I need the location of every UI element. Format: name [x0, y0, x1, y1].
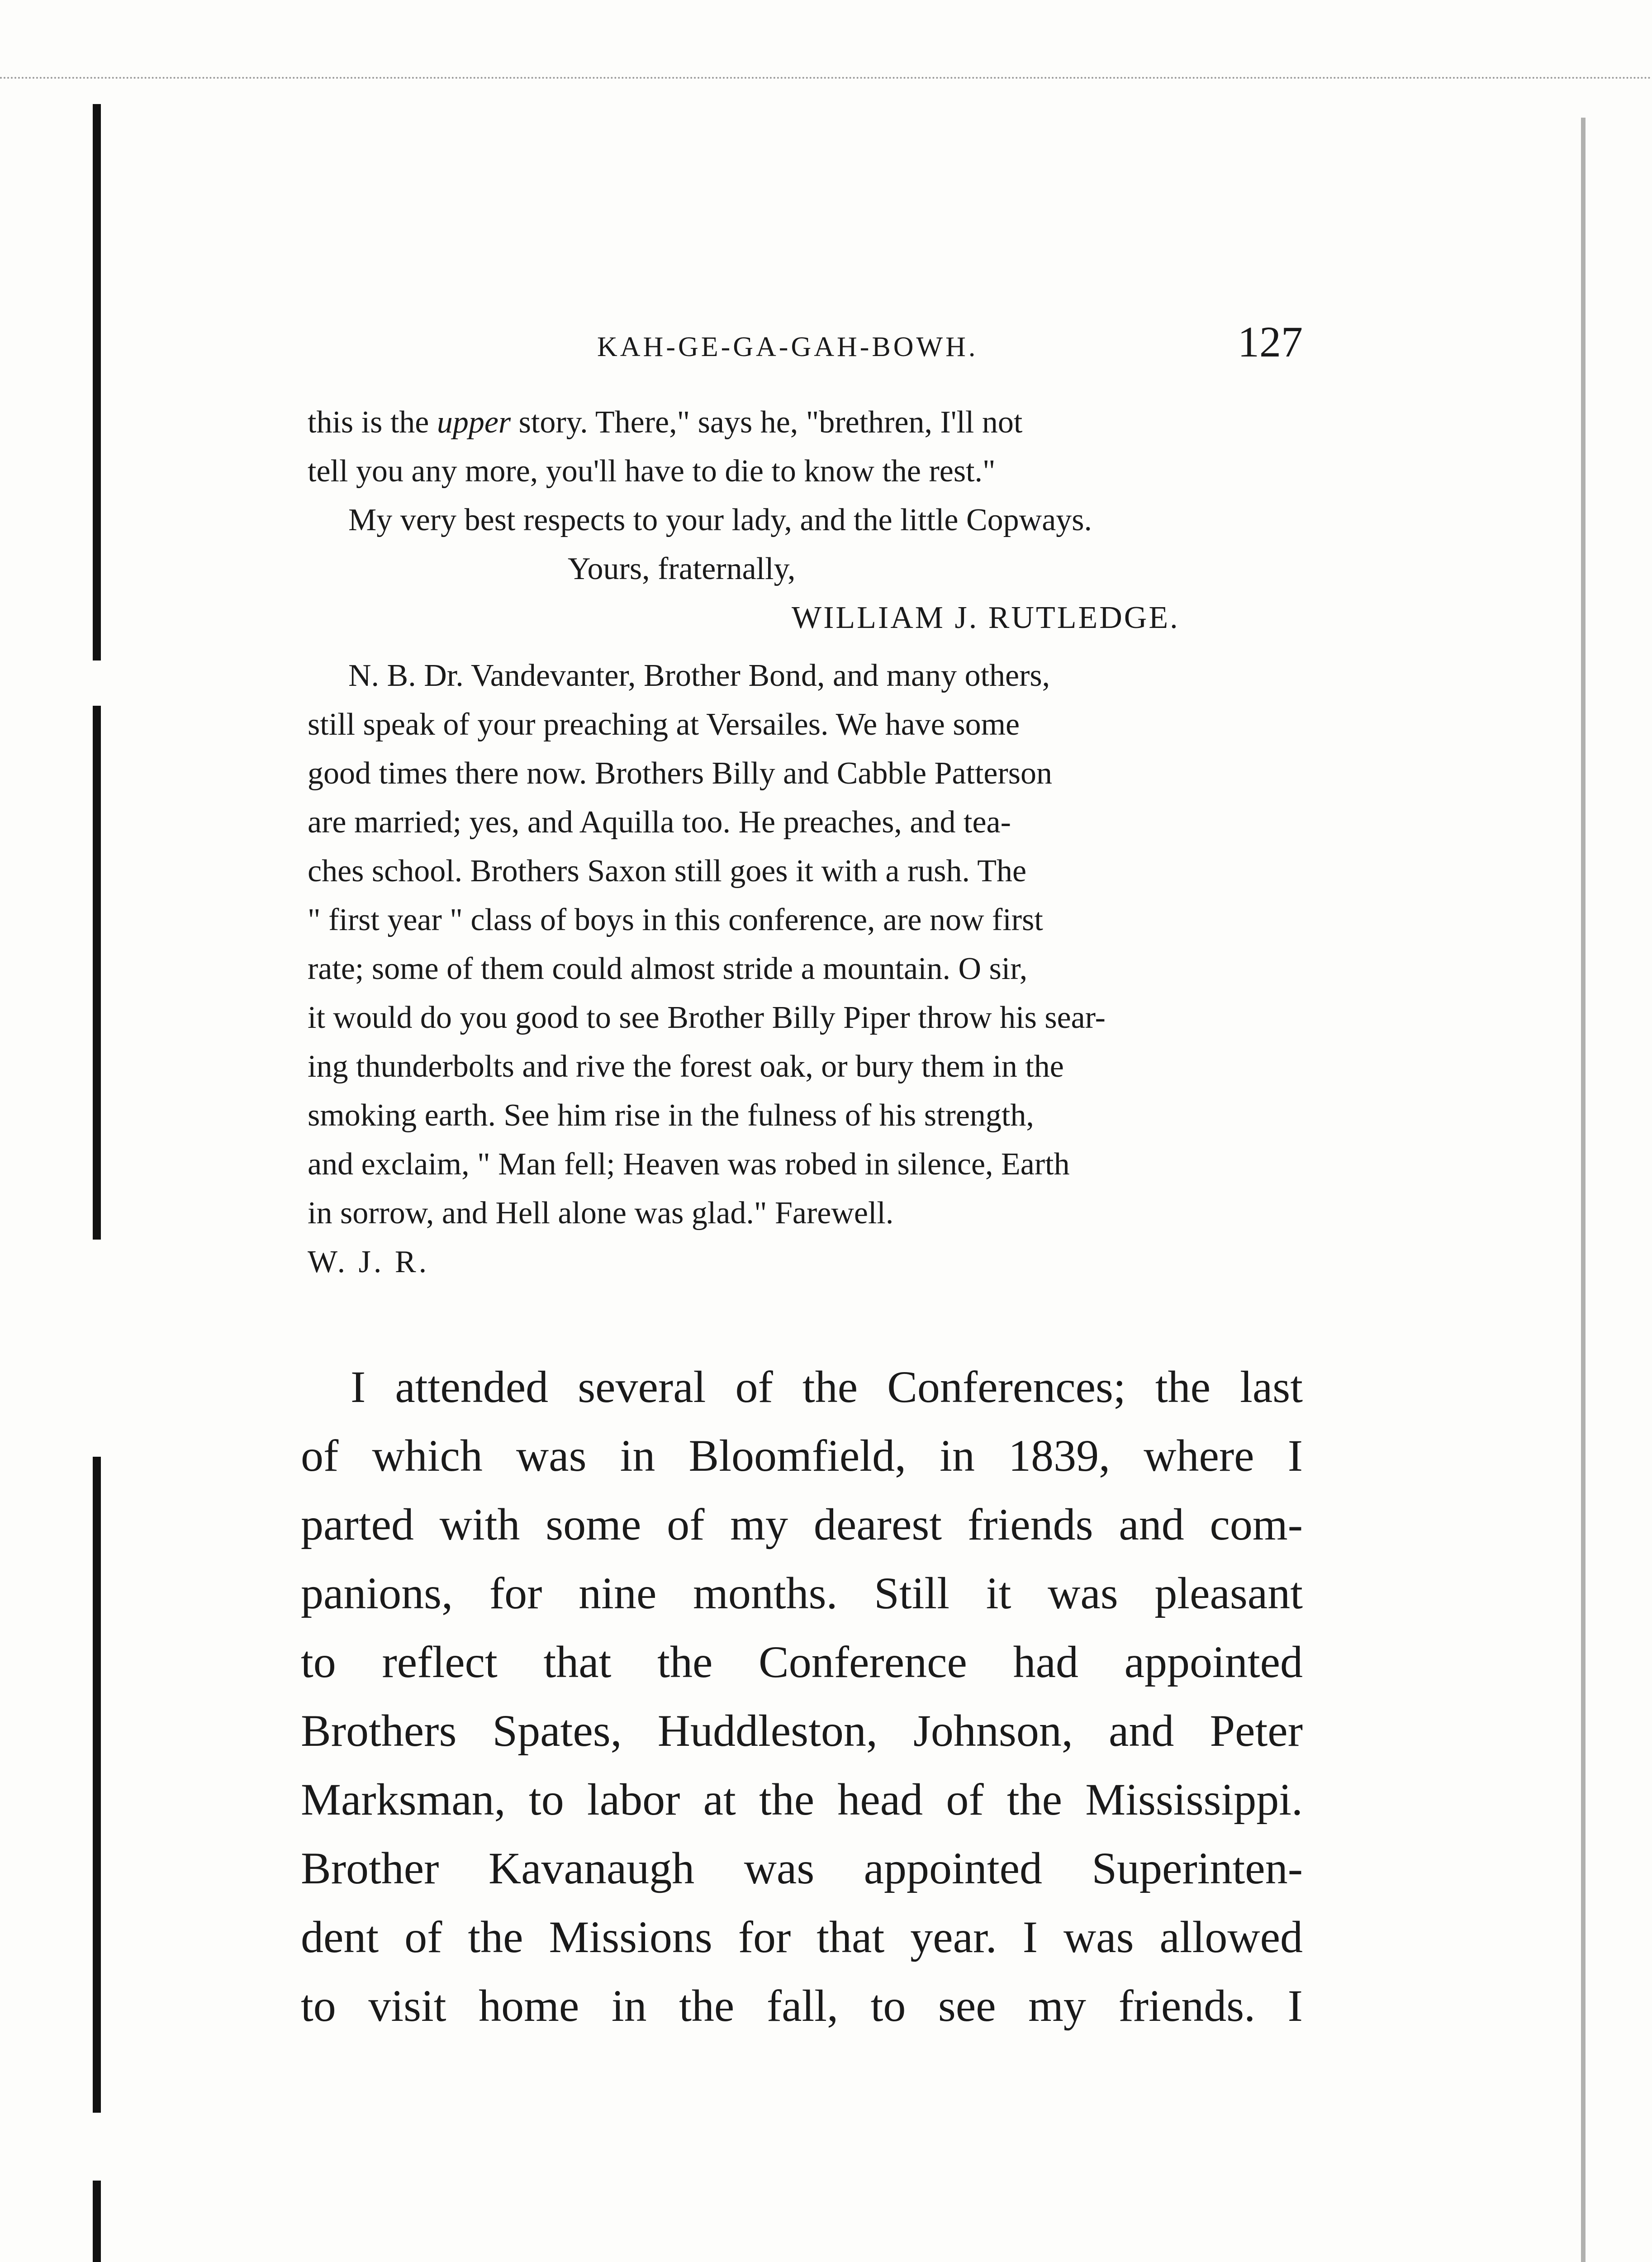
text-line: rate; some of them could almost stride a mountain. O sir,	[308, 951, 1028, 986]
text-line: dent of the Missions for that year. I was allowed	[301, 1912, 1303, 1962]
text-line: in sorrow, and Hell alone was glad." Farewell.	[308, 1196, 894, 1231]
text-line: are married; yes, and Aquilla too. He preaches, and tea-	[308, 805, 1011, 840]
text-line: of which was in Bloomfield, in 1839, where I	[301, 1430, 1303, 1481]
running-head: KAH-GE-GA-GAH-BOWH.	[597, 332, 978, 362]
page-header	[308, 308, 1303, 375]
emphasis: upper	[437, 405, 511, 440]
text-line: and exclaim, " Man fell; Heaven was robed in silence, Earth	[308, 1147, 1070, 1182]
narrative-paragraph-continued	[301, 1421, 1303, 2040]
text-line: Marksman, to labor at the head of the Mississippi.	[301, 1774, 1303, 1825]
text-line: good times there now. Brothers Billy and Cabble Patterson	[308, 756, 1053, 791]
scan-left-edge-middle	[93, 706, 101, 1240]
text-line: N. B. Dr. Vandevanter, Brother Bond, and many others,	[348, 658, 1050, 693]
narrative-text	[301, 1353, 1303, 2040]
text-line: to reflect that the Conference had appointed	[301, 1637, 1303, 1687]
scan-left-edge-bottom	[93, 2181, 101, 2262]
page-number: 127	[1238, 318, 1303, 366]
scan-left-edge-lower	[93, 1457, 101, 2113]
text-line: Brother Kavanaugh was appointed Superinten-	[301, 1843, 1303, 1893]
letter-opening	[308, 398, 1303, 496]
text-line: smoking earth. See him rise in the fulness of his strength,	[308, 1098, 1034, 1133]
text-line: still speak of your preaching at Versailes. We have some	[308, 707, 1020, 742]
scan-right-edge	[1581, 118, 1586, 2262]
text-line: panions, for nine months. Still it was pleasant	[301, 1568, 1303, 1618]
text-line: ches school. Brothers Saxon still goes it with a rush. The	[308, 854, 1027, 889]
letter-signature: WILLIAM J. RUTLEDGE.	[792, 600, 1180, 635]
text-line: I attended several of the Conferences; the last	[351, 1362, 1303, 1412]
text-line: ing thunderbolts and rive the forest oak, or bury them in the	[308, 1049, 1064, 1084]
letter-closing: Yours, fraternally,	[568, 551, 796, 586]
narrative-paragraph	[301, 1353, 1303, 1421]
scan-top-edge	[0, 77, 1652, 81]
text-line: this is the upper story. There," says he, "brethren, I'll not	[308, 405, 1023, 440]
postscript	[308, 651, 1303, 1238]
text-line: Brothers Spates, Huddleston, Johnson, and Peter	[301, 1706, 1303, 1756]
letter-initials: W. J. R.	[308, 1245, 430, 1279]
respects-line: My very best respects to your lady, and the little Copways.	[348, 503, 1092, 537]
text-line: parted with some of my dearest friends and com-	[301, 1499, 1303, 1549]
text-line: to visit home in the fall, to see my friends. I	[301, 1981, 1303, 2031]
text-line: " first year " class of boys in this conference, are now first	[308, 903, 1043, 937]
text-line: it would do you good to see Brother Billy Piper throw his sear-	[308, 1000, 1106, 1035]
letter-text	[308, 398, 1303, 1287]
text-line: tell you any more, you'll have to die to know the rest."	[308, 454, 996, 489]
scan-left-edge-upper	[93, 104, 101, 661]
